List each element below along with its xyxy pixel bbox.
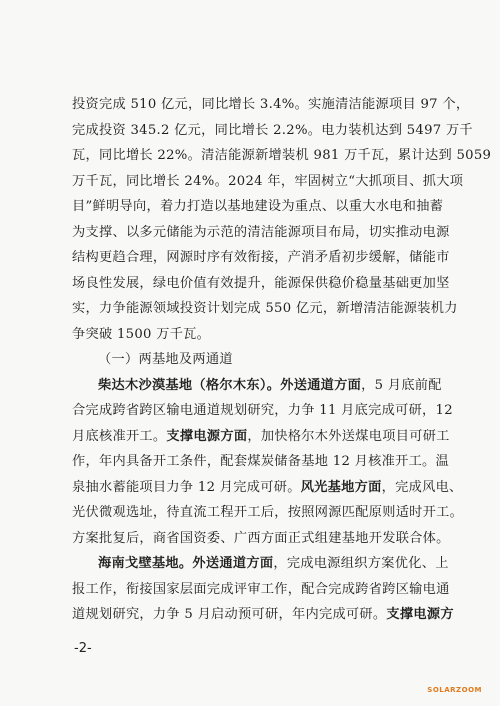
text-line — [72, 296, 458, 322]
bold-text-segment: 支撑电源方面 — [166, 428, 248, 444]
text-segment: 月底核准开工。 — [72, 428, 167, 444]
text-segment: 光伏微观选址，待直流工程开工后，按照网源匹配原则适时开工。 — [72, 505, 464, 520]
text-segment: 道规划研究，力争 5 月启动预可研，年内完成可研。 — [72, 607, 387, 622]
text-segment: 泉抽水蓄能项目力争 12 月完成可研。 — [72, 479, 301, 495]
bold-text-segment: 支撑电源方 — [386, 607, 454, 622]
text-segment: 报工作，衔接国家层面完成评审工作，配合完成跨省跨区输电通 — [72, 581, 450, 597]
text-segment: 为支撑、以多元储能为示范的清洁能源项目布局，切实推动电源 — [72, 224, 450, 240]
text-line — [72, 475, 463, 501]
text-segment: （一）两基地及两通道 — [98, 352, 233, 367]
text-line — [72, 245, 450, 271]
text-line — [72, 602, 454, 628]
text-segment: ，加快格尔木外送煤电项目可研工 — [247, 428, 450, 444]
text-segment: ，完成风电、 — [381, 479, 463, 495]
text-segment: 合完成跨省跨区输电通道规划研究，力争 11 月底完成可研，12 — [72, 403, 453, 418]
text-segment: 结构更趋合理，网源时序有效衔接，产消矛盾初步缓解，储能市 — [72, 250, 450, 265]
body-text — [72, 92, 492, 628]
text-line — [72, 577, 450, 603]
text-line — [72, 373, 442, 399]
text-line — [72, 398, 453, 424]
text-line — [72, 194, 444, 220]
page-number: -2- — [74, 641, 92, 656]
text-line — [72, 347, 434, 373]
text-line — [72, 449, 450, 475]
text-segment: 方案批复后，商省国资委、广西方面正式组建基地开发联合体。 — [72, 530, 450, 546]
text-line — [72, 220, 450, 246]
text-segment: 争突破 1500 万千瓦。 — [72, 326, 211, 342]
text-line — [72, 92, 470, 118]
text-line — [72, 118, 473, 144]
text-line — [72, 143, 492, 169]
text-line — [72, 271, 450, 297]
text-segment: 目”鲜明导向，着力打造以基地建设为重点、以重大水电和抽蓄 — [72, 199, 444, 214]
text-segment: ，完成电源组织方案优化、上 — [273, 556, 449, 571]
text-segment: 实，力争能源领域投资计划完成 550 亿元，新增清洁能源装机力 — [72, 301, 458, 316]
text-line — [72, 424, 450, 450]
text-segment: ，5 月底前配 — [361, 377, 442, 393]
text-segment: 万千瓦，同比增长 24%。2024 年，牢固树立“大抓项目、抓大项 — [72, 173, 464, 189]
text-line — [72, 500, 464, 526]
watermark: SOLARZOOM — [427, 686, 482, 694]
text-segment: 作，年内具备开工条件，配套煤炭储备基地 12 月核准开工。温 — [72, 454, 450, 469]
text-line — [72, 526, 450, 552]
text-line — [72, 551, 449, 577]
text-segment: 瓦，同比增长 22%。清洁能源新增装机 981 万千瓦，累计达到 5059 — [72, 148, 492, 163]
text-line — [72, 322, 434, 348]
text-segment: 完成投资 345.2 亿元，同比增长 2.2%。电力装机达到 5497 万千 — [72, 122, 473, 138]
text-line — [72, 169, 464, 195]
text-segment: 场良性发展，绿电价值有效提升，能源保供稳价稳量基础更加坚 — [72, 275, 450, 291]
bold-text-segment: 海南戈壁基地。外送通道方面 — [98, 556, 274, 571]
bold-text-segment: 柴达木沙漠基地（格尔木东）。外送通道方面 — [98, 377, 362, 393]
text-segment: 投资完成 510 亿元，同比增长 3.4%。实施清洁能源项目 97 个， — [72, 97, 470, 112]
bold-text-segment: 风光基地方面 — [300, 479, 382, 495]
